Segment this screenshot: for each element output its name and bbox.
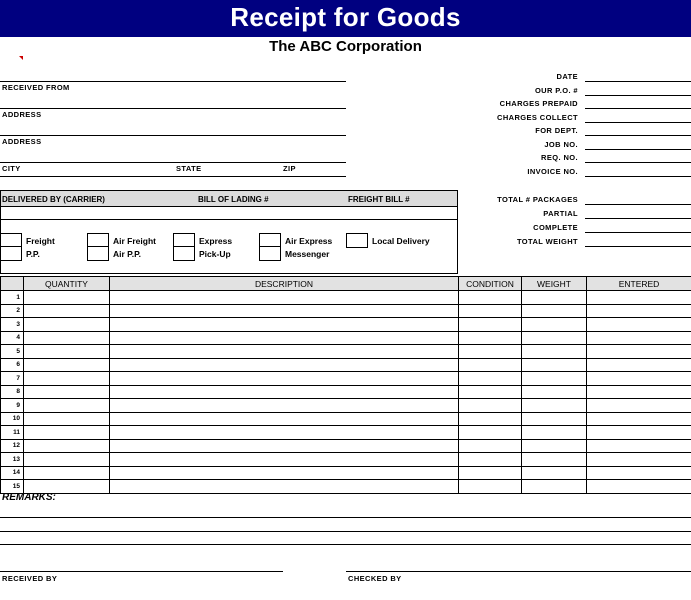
entered-cell[interactable] bbox=[587, 385, 691, 399]
job-no-label: JOB NO. bbox=[544, 140, 578, 149]
complete-field[interactable] bbox=[585, 232, 691, 233]
table-row bbox=[1, 439, 691, 453]
weight-cell[interactable] bbox=[522, 318, 587, 332]
charges-prepaid-field[interactable] bbox=[585, 108, 691, 109]
checked-by-line[interactable] bbox=[346, 571, 691, 572]
weight-cell[interactable] bbox=[522, 466, 587, 480]
divider bbox=[0, 81, 346, 82]
entered-cell[interactable] bbox=[587, 426, 691, 440]
address-line[interactable] bbox=[0, 135, 346, 136]
total-packages-field[interactable] bbox=[585, 204, 691, 205]
condition-cell[interactable] bbox=[459, 399, 522, 413]
city-label: CITY bbox=[2, 164, 21, 173]
job-no-field[interactable] bbox=[585, 149, 691, 150]
weight-cell[interactable] bbox=[522, 304, 587, 318]
row-number: 12 bbox=[1, 439, 24, 453]
req-no-field[interactable] bbox=[585, 162, 691, 163]
city-line[interactable] bbox=[0, 176, 346, 177]
received-from-line[interactable] bbox=[0, 108, 346, 109]
condition-cell[interactable] bbox=[459, 291, 522, 305]
table-row bbox=[1, 358, 691, 372]
condition-cell[interactable] bbox=[459, 304, 522, 318]
weight-cell[interactable] bbox=[522, 399, 587, 413]
total-weight-field[interactable] bbox=[585, 246, 691, 247]
row-number: 11 bbox=[1, 426, 24, 440]
condition-cell[interactable] bbox=[459, 345, 522, 359]
table-row bbox=[1, 480, 691, 494]
air-freight-label: Air Freight bbox=[113, 236, 156, 246]
description-cell[interactable] bbox=[110, 358, 459, 372]
local-delivery-checkbox[interactable] bbox=[346, 233, 368, 248]
condition-cell[interactable] bbox=[459, 466, 522, 480]
bill-of-lading-label: BILL OF LADING # bbox=[198, 195, 269, 204]
quantity-cell[interactable] bbox=[24, 331, 110, 345]
table-row bbox=[1, 291, 691, 305]
condition-cell[interactable] bbox=[459, 318, 522, 332]
air-express-label: Air Express bbox=[285, 236, 333, 246]
freight-bill-label: FREIGHT BILL # bbox=[348, 195, 410, 204]
invoice-no-field[interactable] bbox=[585, 176, 691, 177]
entered-cell[interactable] bbox=[587, 480, 691, 494]
weight-cell[interactable] bbox=[522, 385, 587, 399]
quantity-cell[interactable] bbox=[24, 426, 110, 440]
weight-cell[interactable] bbox=[522, 345, 587, 359]
condition-cell[interactable] bbox=[459, 426, 522, 440]
condition-cell[interactable] bbox=[459, 453, 522, 467]
weight-cell[interactable] bbox=[522, 480, 587, 494]
received-from-label: RECEIVED FROM bbox=[2, 83, 70, 92]
table-row bbox=[1, 331, 691, 345]
entered-cell[interactable] bbox=[587, 304, 691, 318]
entered-cell[interactable] bbox=[587, 345, 691, 359]
address-line-2[interactable] bbox=[0, 162, 346, 163]
state-label: STATE bbox=[176, 164, 202, 173]
checked-by-label: CHECKED BY bbox=[348, 574, 402, 583]
local-delivery-label: Local Delivery bbox=[372, 236, 430, 246]
weight-cell[interactable] bbox=[522, 439, 587, 453]
remarks-line[interactable] bbox=[0, 531, 691, 532]
air-pp-label: Air P.P. bbox=[113, 249, 142, 259]
description-cell[interactable] bbox=[110, 453, 459, 467]
entered-cell[interactable] bbox=[587, 466, 691, 480]
description-cell[interactable] bbox=[110, 466, 459, 480]
quantity-cell[interactable] bbox=[24, 385, 110, 399]
zip-label: ZIP bbox=[283, 164, 296, 173]
weight-header: WEIGHT bbox=[522, 277, 587, 291]
quantity-cell[interactable] bbox=[24, 304, 110, 318]
messenger-label: Messenger bbox=[285, 249, 330, 259]
messenger-checkbox[interactable] bbox=[259, 246, 281, 261]
description-cell[interactable] bbox=[110, 399, 459, 413]
pp-label: P.P. bbox=[26, 249, 40, 259]
condition-cell[interactable] bbox=[459, 385, 522, 399]
table-row bbox=[1, 345, 691, 359]
row-number: 10 bbox=[1, 412, 24, 426]
quantity-cell[interactable] bbox=[24, 453, 110, 467]
table-header-row bbox=[1, 277, 691, 291]
row-number-header bbox=[1, 277, 24, 291]
entered-header: ENTERED bbox=[587, 277, 691, 291]
table-row bbox=[1, 399, 691, 413]
table-row bbox=[1, 385, 691, 399]
description-cell[interactable] bbox=[110, 291, 459, 305]
row-number: 15 bbox=[1, 480, 24, 494]
req-no-label: REQ. NO. bbox=[541, 153, 578, 162]
partial-field[interactable] bbox=[585, 218, 691, 219]
description-cell[interactable] bbox=[110, 385, 459, 399]
quantity-cell[interactable] bbox=[24, 412, 110, 426]
weight-cell[interactable] bbox=[522, 453, 587, 467]
air-pp-checkbox[interactable] bbox=[87, 246, 109, 261]
charges-collect-field[interactable] bbox=[585, 122, 691, 123]
entered-cell[interactable] bbox=[587, 358, 691, 372]
table-row bbox=[1, 453, 691, 467]
received-by-line[interactable] bbox=[0, 571, 283, 572]
table-row bbox=[1, 372, 691, 386]
row-number: 3 bbox=[1, 318, 24, 332]
weight-cell[interactable] bbox=[522, 358, 587, 372]
description-cell[interactable] bbox=[110, 345, 459, 359]
quantity-cell[interactable] bbox=[24, 345, 110, 359]
quantity-cell[interactable] bbox=[24, 372, 110, 386]
row-number: 13 bbox=[1, 453, 24, 467]
condition-cell[interactable] bbox=[459, 331, 522, 345]
entered-cell[interactable] bbox=[587, 318, 691, 332]
description-cell[interactable] bbox=[110, 426, 459, 440]
weight-cell[interactable] bbox=[522, 426, 587, 440]
entered-cell[interactable] bbox=[587, 412, 691, 426]
po-field[interactable] bbox=[585, 95, 691, 96]
pick-up-checkbox[interactable] bbox=[173, 246, 195, 261]
weight-cell[interactable] bbox=[522, 412, 587, 426]
for-dept-field[interactable] bbox=[585, 135, 691, 136]
for-dept-label: FOR DEPT. bbox=[535, 126, 578, 135]
date-label: DATE bbox=[556, 72, 578, 81]
invoice-no-label: INVOICE NO. bbox=[527, 167, 578, 176]
address-label: ADDRESS bbox=[2, 110, 42, 119]
divider bbox=[0, 206, 458, 207]
express-label: Express bbox=[199, 236, 233, 246]
pp-checkbox[interactable] bbox=[0, 246, 22, 261]
description-header: DESCRIPTION bbox=[110, 277, 459, 291]
condition-cell[interactable] bbox=[459, 439, 522, 453]
condition-header: CONDITION bbox=[459, 277, 522, 291]
condition-cell[interactable] bbox=[459, 412, 522, 426]
description-cell[interactable] bbox=[110, 439, 459, 453]
divider bbox=[0, 219, 458, 220]
quantity-header: QUANTITY bbox=[24, 277, 110, 291]
date-field[interactable] bbox=[585, 81, 691, 82]
weight-cell[interactable] bbox=[522, 291, 587, 305]
description-cell[interactable] bbox=[110, 318, 459, 332]
delivered-by-label: DELIVERED BY (CARRIER) bbox=[2, 195, 105, 204]
quantity-cell[interactable] bbox=[24, 318, 110, 332]
weight-cell[interactable] bbox=[522, 331, 587, 345]
remarks-line[interactable] bbox=[0, 517, 691, 518]
pick-up-label: Pick-Up bbox=[199, 249, 231, 259]
row-number: 5 bbox=[1, 345, 24, 359]
description-cell[interactable] bbox=[110, 372, 459, 386]
comment-indicator-icon bbox=[19, 56, 23, 60]
entered-cell[interactable] bbox=[587, 399, 691, 413]
quantity-cell[interactable] bbox=[24, 466, 110, 480]
freight-label: Freight bbox=[26, 236, 55, 246]
quantity-cell[interactable] bbox=[24, 480, 110, 494]
items-table bbox=[0, 276, 691, 494]
table-row bbox=[1, 412, 691, 426]
quantity-cell[interactable] bbox=[24, 358, 110, 372]
entered-cell[interactable] bbox=[587, 291, 691, 305]
partial-label: PARTIAL bbox=[543, 209, 578, 218]
quantity-cell[interactable] bbox=[24, 439, 110, 453]
description-cell[interactable] bbox=[110, 304, 459, 318]
description-cell[interactable] bbox=[110, 480, 459, 494]
entered-cell[interactable] bbox=[587, 453, 691, 467]
condition-cell[interactable] bbox=[459, 480, 522, 494]
row-number: 2 bbox=[1, 304, 24, 318]
description-cell[interactable] bbox=[110, 331, 459, 345]
row-number: 14 bbox=[1, 466, 24, 480]
table-row bbox=[1, 304, 691, 318]
row-number: 1 bbox=[1, 291, 24, 305]
page-title: Receipt for Goods bbox=[230, 2, 461, 32]
row-number: 7 bbox=[1, 372, 24, 386]
charges-prepaid-label: CHARGES PREPAID bbox=[499, 99, 578, 108]
remarks-line[interactable] bbox=[0, 544, 691, 545]
entered-cell[interactable] bbox=[587, 331, 691, 345]
weight-cell[interactable] bbox=[522, 372, 587, 386]
quantity-cell[interactable] bbox=[24, 291, 110, 305]
table-row bbox=[1, 466, 691, 480]
entered-cell[interactable] bbox=[587, 372, 691, 386]
total-weight-label: TOTAL WEIGHT bbox=[516, 237, 578, 246]
total-packages-label: TOTAL # PACKAGES bbox=[497, 195, 578, 204]
entered-cell[interactable] bbox=[587, 439, 691, 453]
table-row bbox=[1, 318, 691, 332]
row-number: 6 bbox=[1, 358, 24, 372]
remarks-label: REMARKS: bbox=[2, 492, 56, 503]
row-number: 9 bbox=[1, 399, 24, 413]
table-row bbox=[1, 426, 691, 440]
condition-cell[interactable] bbox=[459, 372, 522, 386]
condition-cell[interactable] bbox=[459, 358, 522, 372]
received-by-label: RECEIVED BY bbox=[2, 574, 58, 583]
company-name: The ABC Corporation bbox=[269, 38, 422, 55]
complete-label: COMPLETE bbox=[533, 223, 578, 232]
row-number: 4 bbox=[1, 331, 24, 345]
description-cell[interactable] bbox=[110, 412, 459, 426]
row-number: 8 bbox=[1, 385, 24, 399]
po-label: OUR P.O. # bbox=[534, 86, 578, 95]
charges-collect-label: CHARGES COLLECT bbox=[497, 113, 578, 122]
quantity-cell[interactable] bbox=[24, 399, 110, 413]
address-label-2: ADDRESS bbox=[2, 137, 42, 146]
